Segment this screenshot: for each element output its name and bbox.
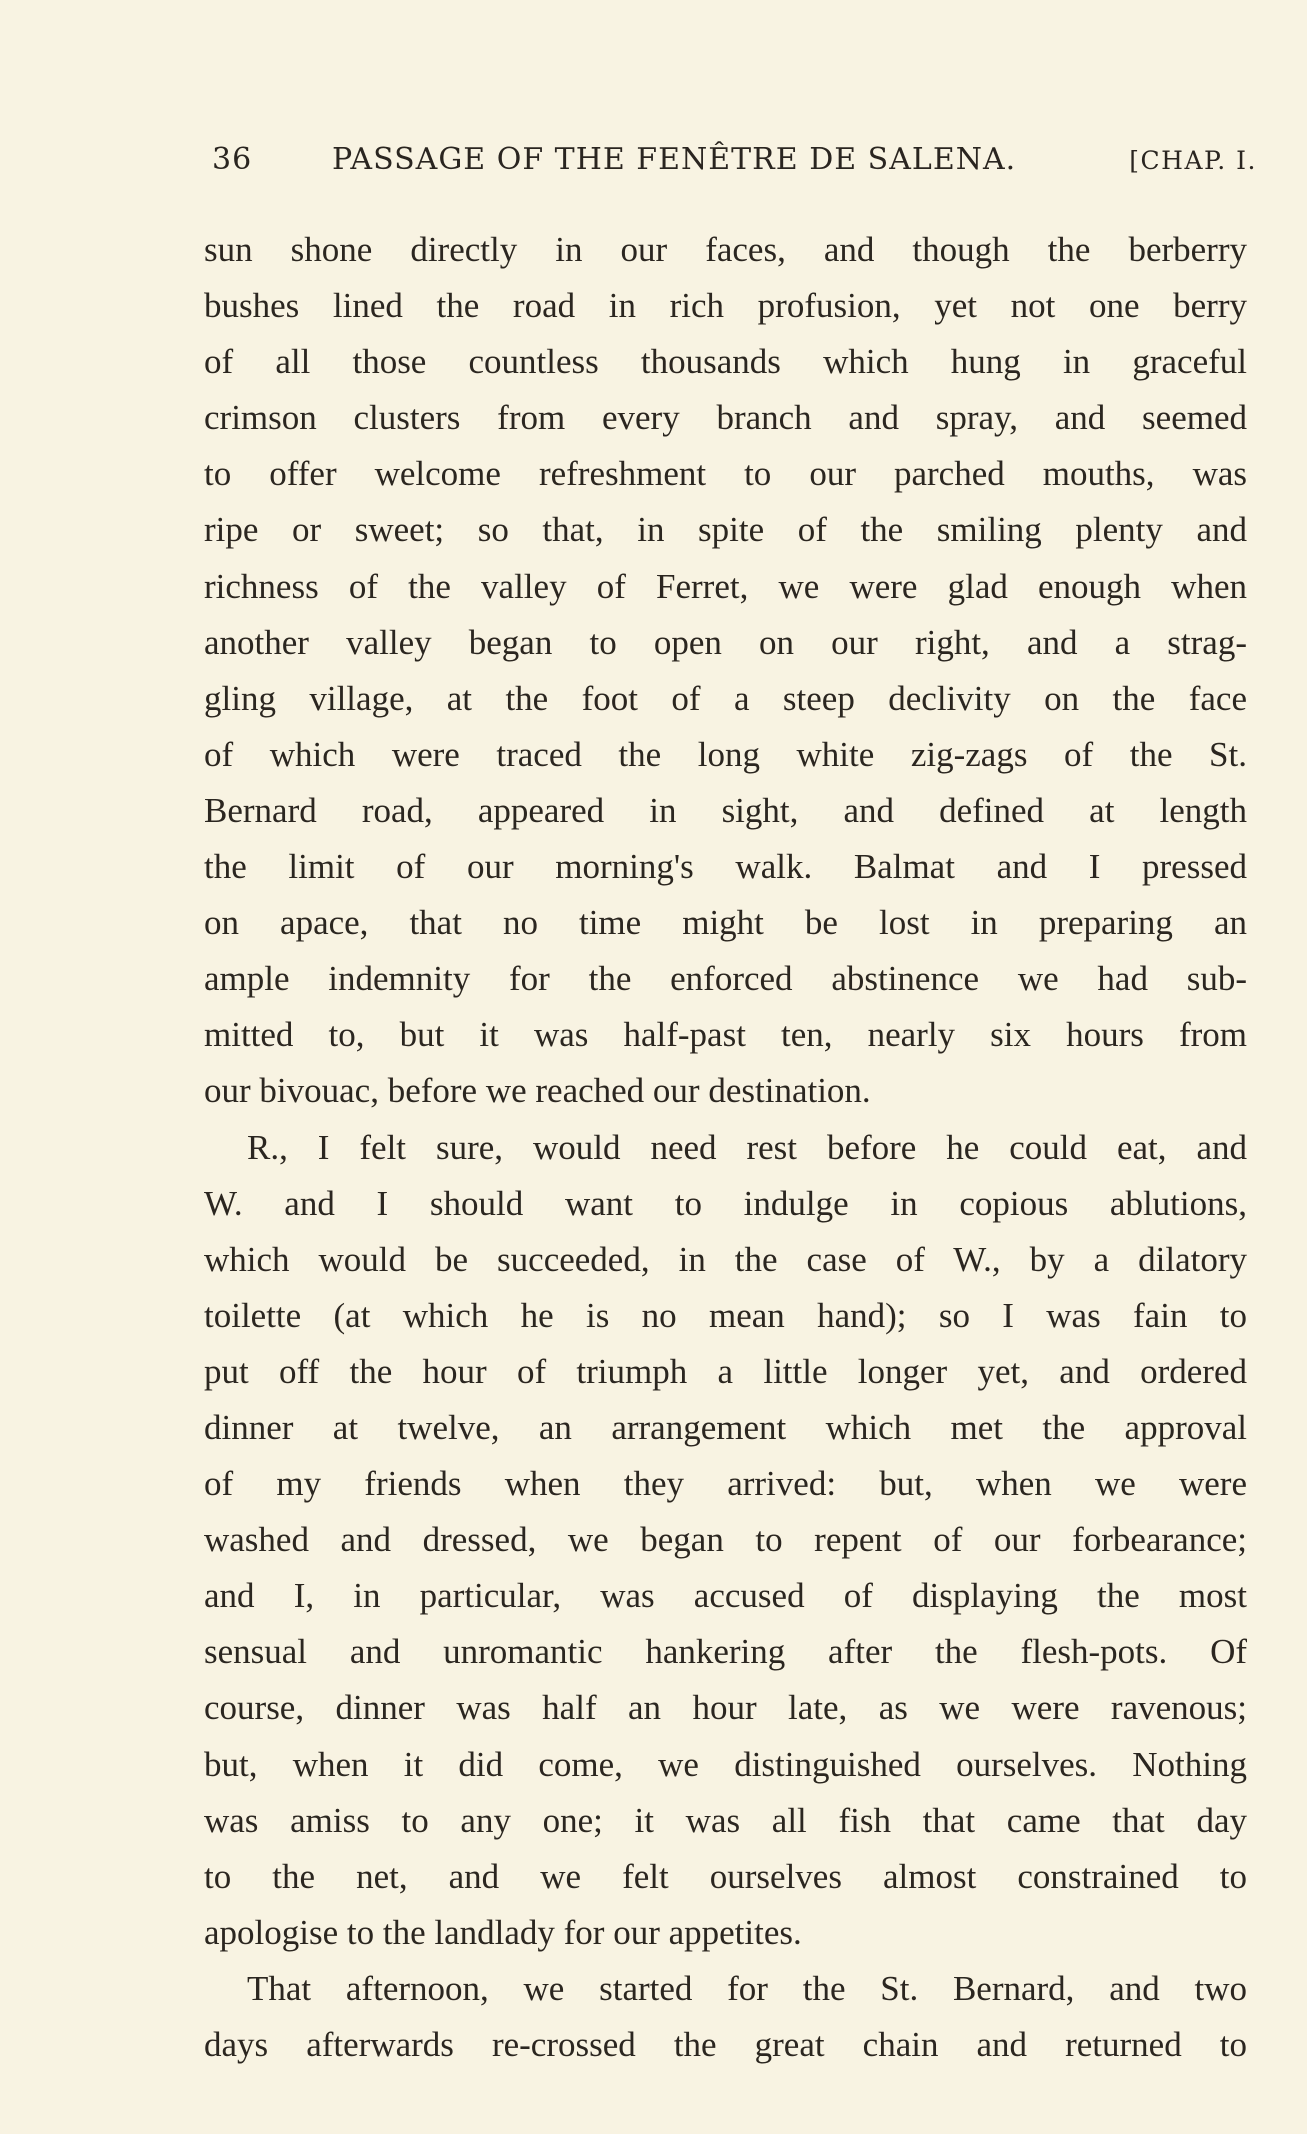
text-line: and I, in particular, was accused of displaying the most	[204, 1576, 1247, 1616]
text-line: which would be succeeded, in the case of W., by a dilatory	[204, 1239, 1247, 1279]
text-line: to offer welcome refreshment to our parched mouths, was	[204, 454, 1247, 494]
text-line: our bivouac, before we reached our destination.	[204, 1071, 871, 1111]
text-line: toilette (at which he is no mean hand); so I was fain to	[204, 1295, 1247, 1335]
text-line: sensual and unromantic hankering after the flesh-pots. Of	[204, 1632, 1247, 1672]
text-line: on apace, that no time might be lost in preparing an	[204, 903, 1247, 943]
running-title: PASSAGE OF THE FENÊTRE DE SALENA.	[332, 142, 1017, 177]
text-line: sun shone directly in our faces, and though the berberry	[204, 230, 1247, 269]
text-line: the limit of our morning's walk. Balmat and I pressed	[204, 847, 1247, 887]
text-line: Bernard road, appeared in sight, and defined at length	[204, 790, 1247, 830]
text-line: was amiss to any one; it was all fish that came that day	[204, 1800, 1247, 1840]
text-line: mitted to, but it was half-past ten, nearly six hours from	[204, 1015, 1247, 1055]
body-text	[204, 222, 1247, 2073]
text-line: dinner at twelve, an arrangement which met the approval	[204, 1407, 1247, 1447]
text-line: bushes lined the road in rich profusion, yet not one berry	[204, 286, 1247, 326]
text-line: of all those countless thousands which hung in graceful	[204, 342, 1247, 382]
text-line: ample indemnity for the enforced abstinence we had sub-	[204, 959, 1247, 999]
text-line: crimson clusters from every branch and spray, and seemed	[204, 398, 1247, 438]
text-line: of which were traced the long white zig-zags of the St.	[204, 734, 1247, 774]
text-line: days afterwards re-crossed the great chain and returned to	[204, 2025, 1247, 2064]
text-line: W. and I should want to indulge in copious ablutions,	[204, 1183, 1247, 1223]
text-line: another valley began to open on our right, and a strag-	[204, 622, 1247, 662]
text-line: richness of the valley of Ferret, we were glad enough when	[204, 566, 1247, 606]
text-line: but, when it did come, we distinguished ourselves. Nothing	[204, 1744, 1247, 1784]
text-line: ripe or sweet; so that, in spite of the smiling plenty and	[204, 510, 1247, 550]
text-line: That afternoon, we started for the St. Bernard, and two	[247, 1968, 1247, 2008]
text-line: gling village, at the foot of a steep declivity on the face	[204, 678, 1247, 718]
text-line: to the net, and we felt ourselves almost constrained to	[204, 1856, 1247, 1896]
text-line: of my friends when they arrived: but, when we were	[204, 1464, 1247, 1504]
text-line: apologise to the landlady for our appetites.	[204, 1912, 802, 1952]
running-head	[212, 142, 1257, 186]
text-line: course, dinner was half an hour late, as we were ravenous;	[204, 1688, 1247, 1728]
page-number: 36	[212, 142, 253, 177]
text-line: washed and dressed, we began to repent of our forbearance;	[204, 1520, 1247, 1560]
chapter-reference: [CHAP. I.	[1129, 146, 1257, 175]
text-line: R., I felt sure, would need rest before he could eat, and	[247, 1127, 1247, 1167]
text-line: put off the hour of triumph a little longer yet, and ordered	[204, 1351, 1247, 1391]
